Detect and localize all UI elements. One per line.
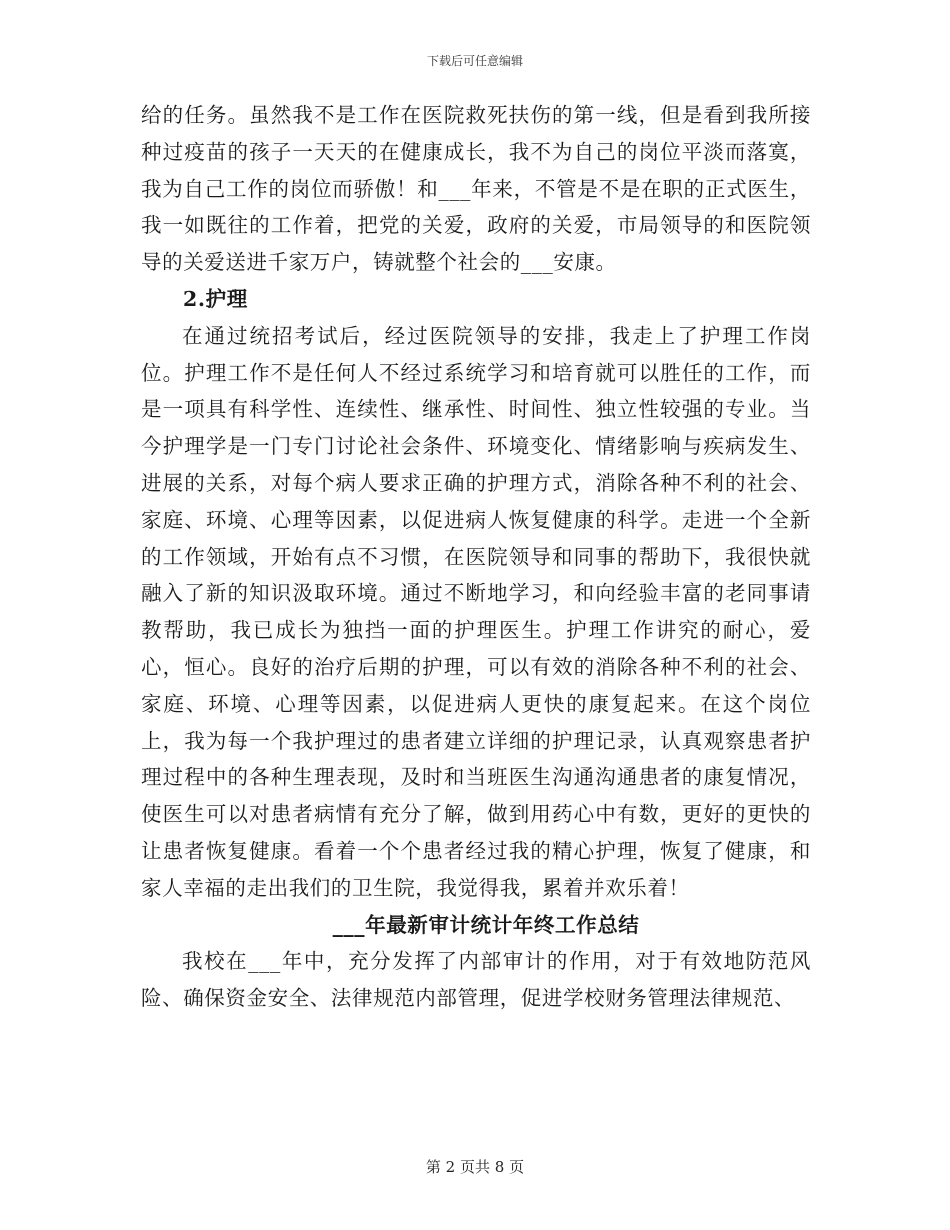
page-footer: 第 2 页共 8 页	[425, 1158, 525, 1176]
paragraph-nursing: 在通过统招考试后，经过医院领导的安排，我走上了护理工作岗位。护理工作不是任何人不经过系统学习和培育就可以胜任的工作，而是一项具有科学性、连续性、继承性、时间性、独立性较强的专业。当今护理学是一门专门讨论社会条件、环境变化、情绪影响与疾病发生、进展的关系，对每个病人要求正确的护理方式，消除各种不利的社会、家庭、环境、心理等因素，以促进病人恢复健康的科学。走进一个全新的工作领域，开始有点不习惯，在医院领导和同事的帮助下，我很快就融入了新的知识汲取环境。通过不断地学习，和向经验丰富的老同事请教帮助，我已成长为独挡一面的护理医生。护理工作讲究的耐心，爱心，恒心。良好的治疗后期的护理，可以有效的消除各种不利的社会、家庭、环境、心理等因素，以促进病人更快的康复起来。在这个岗位上，我为每一个我护理过的患者建立详细的护理记录，认真观察患者护理过程中的各种生理表现，及时和当班医生沟通沟通患者的康复情况，使医生可以对患者病情有充分了解，做到用药心中有数，更好的更快的让患者恢复健康。看着一个个患者经过我的精心护理，恢复了健康，和家人幸福的走出我们的卫生院，我觉得我，累着并欢乐着！	[141, 323, 811, 900]
document-title: ___年最新审计统计年终工作总结	[332, 912, 640, 937]
paragraph-audit: 我校在___年中，充分发挥了内部审计的作用，对于有效地防范风险、确保资金安全、法律规范内部管理，促进学校财务管理法律规范、	[141, 949, 811, 1011]
paragraph-intro: 给的任务。虽然我不是工作在医院救死扶伤的第一线，但是看到我所接种过疫苗的孩子一天天的在健康成长，我不为自己的岗位平淡而落寞，我为自己工作的岗位而骄傲！和___年来，不管是不是在职的正式医生，我一如既往的工作着，把党的关爱，政府的关爱，市局领导的和医院领导的关爱送进千家万户，铸就整个社会的___安康。	[141, 103, 811, 275]
document-body	[141, 97, 811, 1017]
section-heading: 2.护理	[183, 286, 248, 311]
page-header: 下载后可任意编辑	[426, 54, 523, 68]
